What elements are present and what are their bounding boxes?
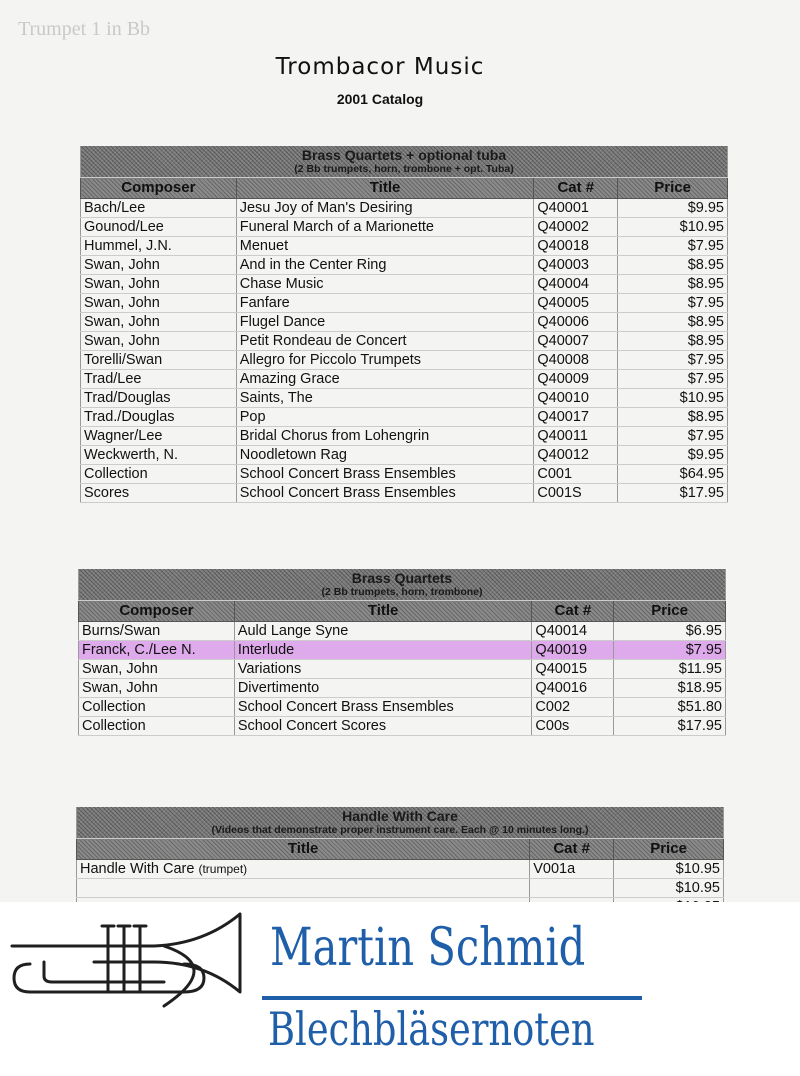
table-brass-quartets-tuba [80, 146, 728, 503]
cell-composer: Gounod/Lee [81, 218, 237, 237]
cell-price: $7.95 [618, 351, 728, 370]
cell-cat: Q40007 [534, 332, 618, 351]
cell-cat: Q40014 [532, 622, 614, 641]
cell-title: Petit Rondeau de Concert [236, 332, 534, 351]
cell-cat: Q40015 [532, 660, 614, 679]
cell-cat: Q40018 [534, 237, 618, 256]
cell-title: School Concert Scores [234, 717, 532, 736]
cell-title: Auld Lange Syne [234, 622, 532, 641]
table-title: Brass Quartets [351, 570, 453, 586]
cell-composer: Collection [81, 465, 237, 484]
ghost-text: Trumpet 1 in Bb [18, 18, 151, 40]
column-header-composer: Composer [81, 178, 237, 199]
cell-price: $9.95 [618, 199, 728, 218]
cell-title: Fanfare [236, 294, 534, 313]
cell-price: $17.95 [614, 717, 726, 736]
cell-price: $7.95 [618, 294, 728, 313]
column-header-price: Price [618, 178, 728, 199]
cell-composer: Swan, John [79, 679, 235, 698]
table-row [77, 860, 724, 879]
page-subtitle: 2001 Catalog [336, 91, 424, 107]
cell-price: $10.95 [618, 389, 728, 408]
cell-title: Funeral March of a Marionette [236, 218, 534, 237]
table-row [79, 698, 726, 717]
cell-cat: C00s [532, 717, 614, 736]
table-subtitle: (2 Bb trumpets, horn, trombone + opt. Tuba) [294, 163, 514, 175]
cell-composer: Collection [79, 717, 235, 736]
table-subtitle: (Videos that demonstrate proper instrument care. Each @ 10 minutes long.) [211, 824, 589, 836]
cell-price: $8.95 [618, 256, 728, 275]
page-title: Trombacor Music [275, 54, 485, 80]
cell-title [77, 860, 530, 879]
table-banner [77, 807, 724, 839]
logo-line1: Martin Schmid [270, 918, 586, 978]
table-row [79, 622, 726, 641]
table-row [79, 679, 726, 698]
cell-price: $7.95 [618, 427, 728, 446]
table-row [81, 484, 728, 503]
cell-cat: C001S [534, 484, 618, 503]
cell-title-text: Handle With Care [80, 861, 195, 877]
table-row [81, 446, 728, 465]
cell-title: Saints, The [236, 389, 534, 408]
cell-composer: Swan, John [81, 313, 237, 332]
cell-price: $8.95 [618, 408, 728, 427]
cell-title: School Concert Brass Ensembles [236, 484, 534, 503]
cell-price: $18.95 [614, 679, 726, 698]
trumpet-icon [4, 906, 264, 1016]
column-header-cat: Cat # [532, 601, 614, 622]
cell-composer: Burns/Swan [79, 622, 235, 641]
cell-composer: Weckwerth, N. [81, 446, 237, 465]
column-header-price: Price [614, 601, 726, 622]
cell-cat: Q40010 [534, 389, 618, 408]
cell-cat: Q40001 [534, 199, 618, 218]
cell-composer: Hummel, J.N. [81, 237, 237, 256]
cell-composer: Swan, John [81, 275, 237, 294]
cell-cat: Q40017 [534, 408, 618, 427]
cell-composer: Swan, John [81, 256, 237, 275]
cell-title: Pop [236, 408, 534, 427]
table-row [81, 465, 728, 484]
table-subtitle: (2 Bb trumpets, horn, trombone) [321, 586, 483, 598]
cell-cat: V001a [530, 860, 614, 879]
cell-title: Menuet [236, 237, 534, 256]
column-header-composer: Composer [79, 601, 235, 622]
column-header-cat: Cat # [534, 178, 618, 199]
cell-cat: Q40002 [534, 218, 618, 237]
cell-title: Interlude [234, 641, 532, 660]
cell-cat: Q40009 [534, 370, 618, 389]
cell-price: $6.95 [614, 622, 726, 641]
table-row-highlighted [79, 641, 726, 660]
table-row [81, 389, 728, 408]
cell-price: $10.95 [614, 879, 724, 898]
table-row [79, 660, 726, 679]
table-row [81, 256, 728, 275]
cell-title: Chase Music [236, 275, 534, 294]
cell-title: Variations [234, 660, 532, 679]
column-header-title: Title [236, 178, 534, 199]
table-row [81, 294, 728, 313]
cell-title [77, 879, 530, 898]
cell-composer: Scores [81, 484, 237, 503]
cell-price: $9.95 [618, 446, 728, 465]
cell-cat: C001 [534, 465, 618, 484]
cell-cat: Q40019 [532, 641, 614, 660]
cell-title: Jesu Joy of Man's Desiring [236, 199, 534, 218]
cell-cat: Q40003 [534, 256, 618, 275]
cell-price: $7.95 [614, 641, 726, 660]
cell-price: $17.95 [618, 484, 728, 503]
cell-price: $64.95 [618, 465, 728, 484]
cell-cat: Q40005 [534, 294, 618, 313]
column-header-cat: Cat # [530, 839, 614, 860]
cell-title: Divertimento [234, 679, 532, 698]
cell-cat [530, 879, 614, 898]
cell-cat: Q40016 [532, 679, 614, 698]
cell-composer: Bach/Lee [81, 199, 237, 218]
cell-price: $8.95 [618, 313, 728, 332]
cell-title: Allegro for Piccolo Trumpets [236, 351, 534, 370]
cell-composer: Wagner/Lee [81, 427, 237, 446]
table-row [81, 408, 728, 427]
cell-title-note: (trumpet) [198, 862, 248, 876]
cell-title: Bridal Chorus from Lohengrin [236, 427, 534, 446]
cell-price: $10.95 [614, 860, 724, 879]
table-row [81, 237, 728, 256]
table-row [79, 717, 726, 736]
cell-price: $7.95 [618, 237, 728, 256]
table-banner [79, 569, 726, 601]
cell-title: School Concert Brass Ensembles [236, 465, 534, 484]
table-brass-quartets [78, 569, 726, 736]
column-header-price: Price [614, 839, 724, 860]
table-row [81, 351, 728, 370]
cell-price: $51.80 [614, 698, 726, 717]
cell-composer: Trad/Lee [81, 370, 237, 389]
cell-title: Flugel Dance [236, 313, 534, 332]
cell-composer: Trad/Douglas [81, 389, 237, 408]
cell-price: $8.95 [618, 275, 728, 294]
table-row [81, 275, 728, 294]
cell-price: $10.95 [618, 218, 728, 237]
column-header-title: Title [77, 839, 530, 860]
logo-rule [262, 996, 642, 1000]
cell-cat: Q40008 [534, 351, 618, 370]
cell-composer: Torelli/Swan [81, 351, 237, 370]
cell-title: And in the Center Ring [236, 256, 534, 275]
cell-title: Noodletown Rag [236, 446, 534, 465]
table-row [81, 332, 728, 351]
cell-price: $8.95 [618, 332, 728, 351]
cell-price: $11.95 [614, 660, 726, 679]
logo-line2: Blechbläsernoten [268, 1002, 595, 1056]
table-title: Brass Quartets + optional tuba [301, 147, 507, 163]
cell-cat: Q40004 [534, 275, 618, 294]
table-row [77, 879, 724, 898]
cell-title: School Concert Brass Ensembles [234, 698, 532, 717]
cell-composer: Swan, John [81, 332, 237, 351]
table-row [81, 199, 728, 218]
table-row [81, 370, 728, 389]
cell-cat: Q40006 [534, 313, 618, 332]
cell-cat: Q40012 [534, 446, 618, 465]
column-header-title: Title [234, 601, 532, 622]
cell-price: $7.95 [618, 370, 728, 389]
table-row [81, 218, 728, 237]
cell-title: Amazing Grace [236, 370, 534, 389]
table-banner [81, 146, 728, 178]
table-title: Handle With Care [342, 808, 458, 824]
cell-composer: Franck, C./Lee N. [79, 641, 235, 660]
cell-composer: Swan, John [79, 660, 235, 679]
cell-cat: C002 [532, 698, 614, 717]
table-row [81, 313, 728, 332]
cell-composer: Collection [79, 698, 235, 717]
table-row [81, 427, 728, 446]
cell-composer: Trad./Douglas [81, 408, 237, 427]
logo-overlay [0, 902, 800, 1076]
cell-cat: Q40011 [534, 427, 618, 446]
cell-composer: Swan, John [81, 294, 237, 313]
